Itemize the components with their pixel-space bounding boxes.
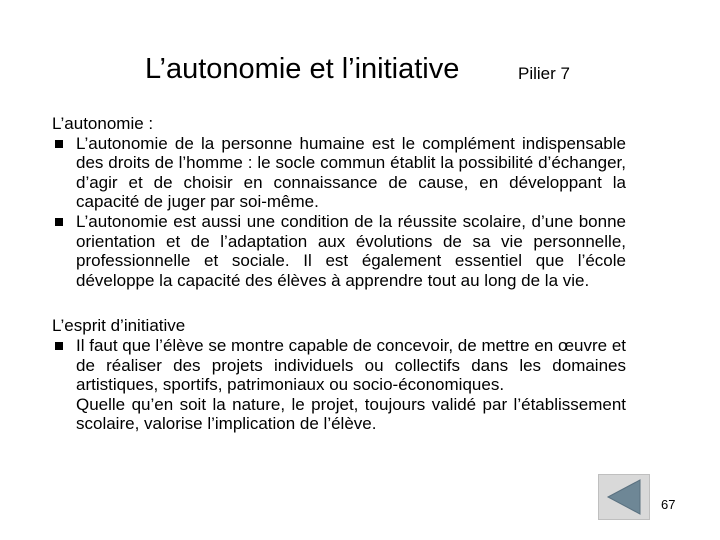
bullet-text: Il faut que l’élève se montre capable de concevoir, de mettre en œuvre et de réaliser des projets individuels ou collectifs dans les domaines artistiques, sportifs, patrimoniaux ou socio-économiques.: [76, 335, 626, 395]
square-bullet-icon: [55, 218, 63, 226]
previous-slide-button[interactable]: [598, 474, 650, 520]
section-initiative-label: L’esprit d’initiative: [52, 316, 186, 336]
bullet-continuation-text: Quelle qu’en soit la nature, le projet, toujours validé par l’établissement scolaire, valorise l’implication de l’élève.: [76, 394, 626, 434]
square-bullet-icon: [55, 140, 63, 148]
initiative-bullet-list: [52, 336, 626, 434]
slide-body: [52, 114, 626, 434]
list-item: [52, 212, 626, 290]
pillar-label: Pilier 7: [518, 64, 570, 83]
section-autonomie-label: L’autonomie :: [52, 114, 154, 133]
page-number: 67: [661, 497, 676, 512]
list-item: [52, 336, 626, 434]
autonomie-bullet-list: [52, 134, 626, 291]
slide-title: L’autonomie et l’initiative: [145, 53, 460, 85]
square-bullet-icon: [55, 342, 63, 350]
bullet-text: L’autonomie est aussi une condition de la réussite scolaire, d’une bonne orientation et de l’adaptation aux évolutions de sa vie personnelle, professionnelle et sociale. Il est également essentiel que l’école développe la capacité des élèves à apprendre tout au long de la vie.: [76, 211, 626, 290]
bullet-text: L’autonomie de la personne humaine est le complément indispensable des droits de l’homme : le socle commun établit la possibilité d’échanger, d’agir et de choisir en connaissance de cause, en développant la capacité de juger par soi-même.: [76, 133, 626, 212]
list-item: [52, 134, 626, 212]
triangle-left-icon: [599, 475, 649, 519]
